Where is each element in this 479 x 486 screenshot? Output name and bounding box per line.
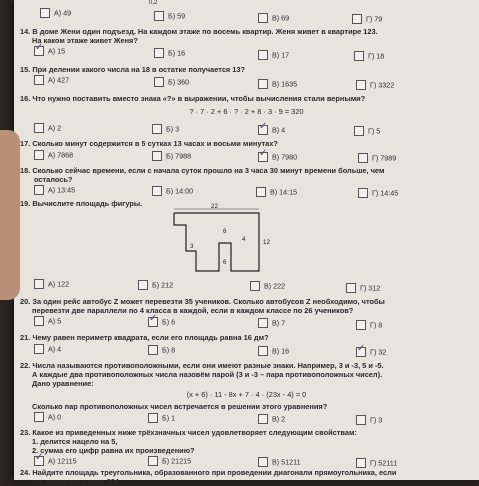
checkbox[interactable] (258, 318, 268, 328)
checkbox[interactable] (358, 188, 368, 198)
q22-option-a[interactable]: А) 0 (34, 412, 61, 422)
q19-text: 19. Вычислите площадь фигуры. (20, 199, 143, 208)
checkbox[interactable] (40, 8, 50, 18)
q20-option-b[interactable]: ✓ Б) 6 (148, 317, 175, 327)
q21-text: 21. Чему равен периметр квадрата, если его площадь равна 16 дм? (20, 333, 269, 342)
checkbox[interactable] (148, 317, 158, 327)
checkbox[interactable] (346, 283, 356, 293)
figure-label-top: 22 (211, 203, 218, 210)
q22-option-c[interactable]: В) 2 (258, 414, 285, 424)
checkbox[interactable] (34, 279, 44, 289)
checkbox[interactable] (34, 412, 44, 422)
q20-text-2: перевезти две параллели по 4 класса в каждой, если в каждом классе по 26 учеников? (32, 306, 354, 315)
q21-option-d[interactable]: ✓ Г) 32 (356, 347, 386, 357)
q16-text: 16. Что нужно поставить вместо знака «?» в выражении, чтобы вычисления стали верными? (20, 94, 366, 103)
checkbox[interactable] (34, 123, 44, 133)
checkbox[interactable] (258, 346, 268, 356)
checkbox[interactable] (356, 80, 366, 90)
q22-text: 22. Числа называются противоположными, если они имеют разные знаки. Например, 3 и -3, 5 и -5. (20, 361, 384, 370)
q16-option-b[interactable]: Б) 3 (152, 124, 179, 134)
q23-text-3: 2. сумма его цифр равна их произведению? (32, 446, 195, 455)
q14-option-a[interactable]: ✓А) 15 (34, 46, 65, 56)
q18-option-a[interactable]: А) 13:45 (34, 185, 75, 195)
checkbox[interactable] (34, 185, 44, 195)
checkbox[interactable] (154, 77, 164, 87)
checkbox[interactable] (356, 347, 366, 357)
q23-option-b[interactable]: Б) 21215 (148, 456, 191, 466)
q19-option-b[interactable]: Б) 212 (138, 280, 173, 290)
q15-option-a[interactable]: А) 427 (34, 75, 69, 85)
q22-expression: (x + 6) · 11 - 8x + 7 · 4 · (23x - 4) = 0 (186, 390, 307, 399)
q23-option-d[interactable]: Г) 52111 (356, 458, 397, 468)
q20-option-a[interactable]: А) 5 (34, 316, 61, 326)
q21-option-a[interactable]: А) 4 (34, 344, 61, 354)
checkbox[interactable] (258, 457, 268, 467)
checkbox[interactable] (152, 124, 162, 134)
checkbox[interactable] (148, 345, 158, 355)
checkbox[interactable] (152, 151, 162, 161)
checkbox[interactable] (258, 125, 268, 135)
q15-option-d[interactable]: Г) 3322 (356, 80, 394, 90)
checkbox[interactable] (356, 415, 366, 425)
checkbox[interactable] (34, 75, 44, 85)
q22-text-3: Дано уравнение: (32, 379, 94, 388)
checkbox[interactable] (258, 50, 268, 60)
q14-text-2: На каком этаже живет Женя? (32, 36, 138, 45)
q22-text-2: А каждые два противоположных числа назовём парой (3 и -3 – пара противоположных чисел). (32, 370, 383, 379)
checkbox[interactable] (356, 320, 366, 330)
q17-text: 17. Сколько минут содержится в 5 сутках 13 часах и восьми минутах? (20, 139, 278, 148)
q16-expression: ? · 7 · 2 + 6 · ? · 2 + 8 · 3 · 9 = 320 (189, 107, 304, 116)
checkbox[interactable] (154, 48, 164, 58)
q18-text: 18. Сколько сейчас времени, если с начала суток прошло на 3 часа 30 минут времени больше, чем (20, 166, 385, 175)
checkbox[interactable] (354, 126, 364, 136)
q17-option-c[interactable]: ✓ В) 7980 (258, 152, 297, 162)
q13-option-a[interactable]: A) 49 (40, 8, 71, 18)
checkbox[interactable] (352, 14, 362, 24)
q16-option-c[interactable]: ✓ В) 4 (258, 125, 285, 135)
q19-option-a[interactable]: А) 122 (34, 279, 69, 289)
q13-option-b[interactable]: Б) 59 (154, 11, 185, 21)
checkbox[interactable] (154, 11, 164, 21)
checkbox[interactable] (138, 280, 148, 290)
checkbox[interactable] (148, 456, 158, 466)
q20-option-d[interactable]: Г) 8 (356, 320, 382, 330)
q16-option-a[interactable]: А) 2 (34, 123, 61, 133)
figure-label-inner-b: 4 (242, 236, 246, 243)
q17-option-d[interactable]: Г) 7989 (358, 153, 396, 163)
q24-text: 24. Найдите площадь треугольника, образованного при проведении диагонали прямоугольника, если (20, 468, 397, 477)
q19-option-d[interactable]: Г) 312 (346, 283, 380, 293)
checkbox[interactable] (354, 51, 364, 61)
area-figure (164, 203, 294, 275)
q13-option-c[interactable]: В) 69 (258, 13, 289, 23)
checkbox[interactable] (34, 344, 44, 354)
q17-option-a[interactable]: А) 7868 (34, 150, 73, 160)
checkbox[interactable] (34, 316, 44, 326)
q14-text: 14. В доме Жени один подъезд. На каждом этаже по восемь квартир. Женя живет в квартире 123. (20, 27, 378, 36)
checkbox[interactable] (258, 13, 268, 23)
checkbox[interactable] (258, 414, 268, 424)
q23-option-a[interactable]: ✓А) 12115 (34, 456, 77, 466)
q18-text-2: осталось? (34, 175, 73, 184)
figure-outline (164, 203, 294, 275)
checkbox[interactable] (148, 413, 158, 423)
q22-option-b[interactable]: Б) 1 (148, 413, 175, 423)
checkbox[interactable] (34, 456, 44, 466)
checkbox[interactable] (356, 458, 366, 468)
q23-text-2: 1. делится нацело на 5, (32, 437, 118, 446)
q21-option-c[interactable]: В) 16 (258, 346, 289, 356)
checkbox[interactable] (358, 153, 368, 163)
checkbox[interactable] (34, 46, 44, 56)
q23-text: 23. Какое из приведенных ниже трёхзначных чисел удовлетворяет следующим свойствам: (20, 428, 357, 437)
q21-option-b[interactable]: Б) 8 (148, 345, 175, 355)
q20-text: 20. За один рейс автобус Z может перевезти 35 учеников. Сколько автобусов Z необходимо, чтобы (20, 297, 385, 306)
checkbox[interactable] (258, 152, 268, 162)
q18-option-b[interactable]: Б) 14:00 (152, 186, 193, 196)
q13-option-d[interactable]: Г) 79 (352, 14, 382, 24)
q13-fragment: 0,2 (149, 0, 158, 6)
checkbox[interactable] (152, 186, 162, 196)
q14-option-d[interactable]: Г) 18 (354, 51, 384, 61)
q22-text-4: Сколько пар противоположных чисел встречается в решении этого уравнения? (32, 402, 328, 411)
checkbox[interactable] (250, 281, 260, 291)
hand-holding-sheet (0, 130, 20, 300)
q18-option-d[interactable]: Г) 14:45 (358, 188, 398, 198)
figure-label-bottom-step: 6 (223, 259, 227, 266)
q15-option-c[interactable]: В) 1635 (258, 79, 297, 89)
q23-option-c[interactable]: В) 51211 (258, 457, 301, 467)
q22-option-d[interactable]: Г) 3 (356, 415, 382, 425)
figure-label-left-step: 3 (190, 243, 194, 250)
checkbox[interactable] (34, 150, 44, 160)
q15-text: 15. При делении какого числа на 18 в остатке получается 13? (20, 65, 246, 74)
q15-option-b[interactable]: Б) 360 (154, 77, 189, 87)
q16-option-d[interactable]: Г) 5 (354, 126, 380, 136)
test-sheet (14, 0, 479, 486)
q19-option-c[interactable]: В) 222 (250, 281, 285, 291)
q18-option-c[interactable]: В) 14:15 (256, 187, 297, 197)
figure-label-inner-a: 6 (223, 228, 227, 235)
q17-option-b[interactable]: Б) 7988 (152, 151, 191, 161)
checkbox[interactable] (258, 79, 268, 89)
checkbox[interactable] (256, 187, 266, 197)
q14-option-c[interactable]: В) 17 (258, 50, 289, 60)
figure-label-right: 12 (263, 239, 270, 246)
q20-option-c[interactable]: В) 7 (258, 318, 285, 328)
q24-text-2: его периметр равен 304 (32, 477, 119, 486)
q14-option-b[interactable]: Б) 16 (154, 48, 185, 58)
